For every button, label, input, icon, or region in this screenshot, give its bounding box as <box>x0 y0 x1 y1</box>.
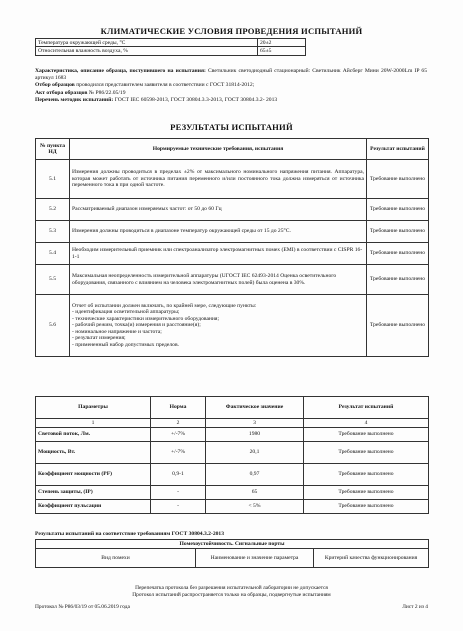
col-header-disturbance: Вид помехи <box>36 549 196 568</box>
parameter-name: Коэффициент пульсации <box>36 500 151 514</box>
requirement-text: Рассматриваемый диапазон измеряемых частот: от 50 до 60 Гц <box>70 199 367 221</box>
table-row <box>36 47 306 55</box>
clause-number: 5.2 <box>36 199 70 221</box>
parameter-norm: - <box>151 486 206 500</box>
sheet-number: Лист 2 из 4 <box>402 604 428 610</box>
col-number: 3 <box>206 419 304 428</box>
requirement-text: Измерения должны проводиться в пределах ±2% от максимального номинального напряжения питания. Аппаратура, которая может работать от источника питания переменного и/или постоянного тока должна измеряться от источника переменного тока в при одной частоте. <box>70 160 367 199</box>
emc-subtitle: Помехоустойчивость. Сигнальные порты <box>36 540 429 549</box>
condition-value: 20±2 <box>258 39 306 47</box>
emc-table <box>35 539 429 568</box>
parameter-actual: 1980 <box>206 428 304 442</box>
parameter-result: Требование выполнено <box>304 428 429 442</box>
table-row <box>36 500 429 514</box>
footer-note-2: Протокол испытаний распространяется только на образцы, подвергнутые испытаниям <box>132 592 331 598</box>
table-header-row <box>36 540 429 549</box>
requirement-text: Необходим измерительный приемник или спектроанализатор электромагнитных помех (EMI) в соответствии с CISPR 16-1-1 <box>70 243 367 265</box>
col-header-requirements: Нормируемые технические требования, испытания <box>70 139 367 160</box>
clause-number: 5.4 <box>36 243 70 265</box>
parameter-actual: 20,1 <box>206 442 304 464</box>
table-row <box>36 221 429 243</box>
methods-list: Перечень методик испытаний: ГОСТ IEC 60598-2013, ГОСТ 30804.3.3-2013, ГОСТ 30804.3.2- 2013 <box>35 96 278 103</box>
table-row <box>36 265 429 295</box>
parameter-actual: 65 <box>206 486 304 500</box>
parameter-name: Световой поток, Лм. <box>36 428 151 442</box>
requirement-result: Требование выполнено <box>367 295 429 357</box>
table-row <box>36 295 429 357</box>
clause-number: 5.6 <box>36 295 70 357</box>
parameter-actual: < 5% <box>206 500 304 514</box>
condition-name: Температура окружающей среды, °С <box>36 39 258 47</box>
requirement-text: Отчет об испытании должен включать, по крайней мере, следующие пункты: - идентификация осветительной аппаратуры; - технические характеристики измерительного оборудования; - рабочий режим, точка(и) измерения и расстояние(я); - номинальное напряжение и частота; - результат измерения; - примененный набор допустимых пределов. <box>70 295 367 357</box>
parameter-norm: - <box>151 500 206 514</box>
table-row <box>36 39 306 47</box>
emc-title: Результаты испытаний на соответствие требованиям ГОСТ 30804.3.2-2013 <box>35 531 225 537</box>
parameter-result: Требование выполнено <box>304 464 429 486</box>
requirement-result: Требование выполнено <box>367 243 429 265</box>
col-number: 4 <box>304 419 429 428</box>
clause-number: 5.5 <box>36 265 70 295</box>
table-row <box>36 243 429 265</box>
conditions-table <box>35 38 306 56</box>
col-header-parameter: Параметры <box>36 397 151 419</box>
parameter-norm: +/-7% <box>151 442 206 464</box>
table-row <box>36 160 429 199</box>
conditions-title: КЛИМАТИЧЕСКИЕ УСЛОВИЯ ПРОВЕДЕНИЯ ИСПЫТАНИЙ <box>100 26 363 36</box>
table-number-row <box>36 419 429 428</box>
sample-description: Характеристика, описание образца, поступившего на испытания: Светильник светодиодный стационарный: Светильник Айсберг Мини 20W-2000Lm IP 65 артикул 1683 <box>35 68 427 82</box>
col-header-result: Результат испытаний <box>367 139 429 160</box>
col-header-norm: Норма <box>151 397 206 419</box>
parameter-result: Требование выполнено <box>304 442 429 464</box>
requirement-result: Требование выполнено <box>367 160 429 199</box>
col-header-criterion: Критерий качества функционирования <box>314 549 429 568</box>
table-header-row <box>36 139 429 160</box>
requirement-result: Требование выполнено <box>367 265 429 295</box>
condition-name: Относительная влажность воздуха, % <box>36 47 258 55</box>
table-header-row <box>36 397 429 419</box>
requirement-text: Максимальная неопределенность измерительной аппаратуры (UГОСТ IEC 62493-2014 Оценка осветительного оборудования, связанного с влиянием на человека электромагнитных полей) была оценена в 30%. <box>70 265 367 295</box>
col-header-result: Результат испытаний <box>304 397 429 419</box>
table-header-row <box>36 549 429 568</box>
parameter-norm: +/-7% <box>151 428 206 442</box>
parameter-name: Мощность, Вт. <box>36 442 151 464</box>
table-row <box>36 486 429 500</box>
parameter-name: Коэффициент мощности (PF) <box>36 464 151 486</box>
parameter-result: Требование выполнено <box>304 486 429 500</box>
parameter-name: Степень защиты, (IP) <box>36 486 151 500</box>
condition-value: 65±5 <box>258 47 306 55</box>
clause-number: 5.3 <box>36 221 70 243</box>
col-number: 1 <box>36 419 151 428</box>
sampling-act: Акт отбора образцов № Р86/22.05/19 <box>35 89 126 96</box>
col-number: 2 <box>151 419 206 428</box>
col-header-actual: Фактическое значение <box>206 397 304 419</box>
requirements-table <box>35 138 429 357</box>
table-row <box>36 199 429 221</box>
sample-info <box>35 68 427 104</box>
results-title: РЕЗУЛЬТАТЫ ИСПЫТАНИЙ <box>170 122 293 132</box>
table-row <box>36 464 429 486</box>
requirement-text: Измерения должны проводиться в диапазоне температур окружающей среды от 15 до 25°С. <box>70 221 367 243</box>
parameter-result: Требование выполнено <box>304 500 429 514</box>
table-row <box>36 428 429 442</box>
parameters-table <box>35 396 429 514</box>
table-row <box>36 442 429 464</box>
requirement-result: Требование выполнено <box>367 199 429 221</box>
sampling-note: Отбор образцов проводился представителем заявителя в соответствии с ГОСТ 31814-2012; <box>35 82 255 89</box>
col-header-num: № пункта НД <box>36 139 70 160</box>
parameter-actual: 0,97 <box>206 464 304 486</box>
col-header-parameter: Наименование и значение параметра <box>196 549 314 568</box>
protocol-number: Протокол № Р86/03/19 от 05.06.2019 года <box>35 604 130 610</box>
footer-note-1: Перепечатка протокола без разрешения испытательной лаборатории не допускается <box>135 585 328 591</box>
clause-number: 5.1 <box>36 160 70 199</box>
parameter-norm: 0,9-1 <box>151 464 206 486</box>
requirement-result: Требование выполнено <box>367 221 429 243</box>
